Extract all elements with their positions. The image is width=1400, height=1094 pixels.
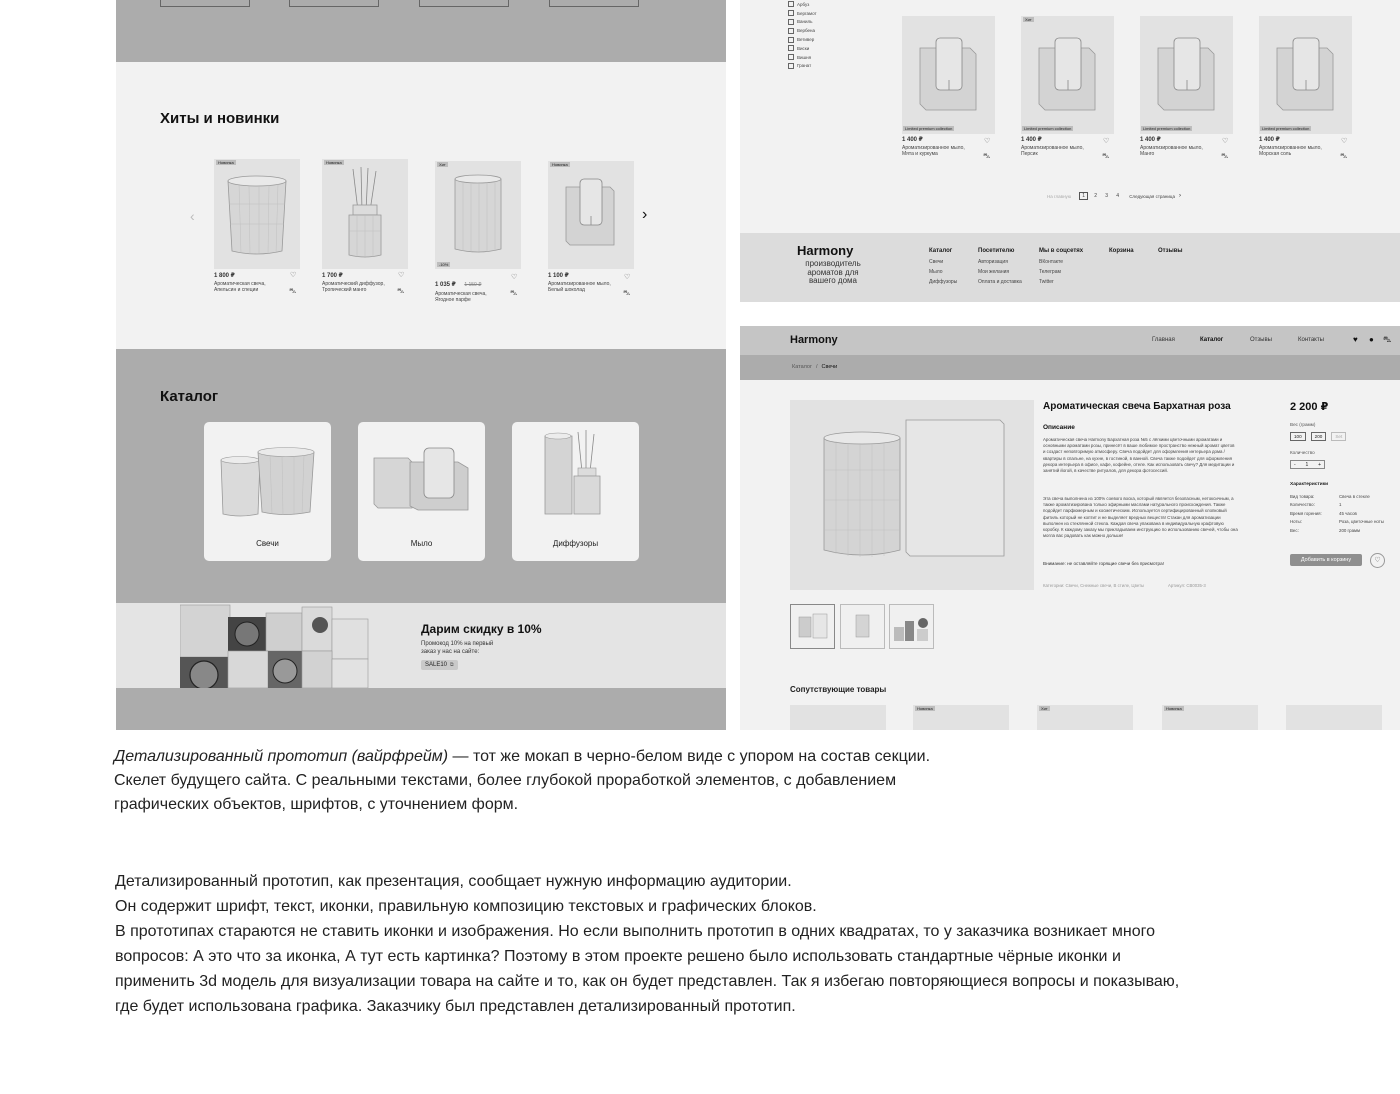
related-title: Сопутствующие товары: [790, 685, 887, 694]
pagination-page-active[interactable]: 1: [1079, 192, 1088, 200]
product-name-line: Ароматизированное мыло,: [548, 280, 611, 287]
heart-icon[interactable]: ♡: [398, 272, 405, 279]
catalog-card-soap[interactable]: [358, 422, 485, 561]
filter-checkbox[interactable]: Арбуз: [788, 0, 817, 9]
product-price: 2 200 ₽: [1290, 401, 1329, 413]
product-name-line: Ароматизированное мыло,: [1021, 144, 1084, 151]
product-name-line: Тропический манго: [322, 286, 367, 293]
product-price: 1 400 ₽: [902, 137, 923, 143]
breadcrumb: [740, 355, 1400, 380]
soap-box-3d-icon: [902, 16, 995, 134]
cart-icon[interactable]: ⛍: [623, 290, 631, 297]
diffusers-3d-icon: [512, 422, 639, 532]
filter-checkbox[interactable]: Ветивер: [788, 35, 817, 44]
paragraph-line: применить 3d модель для визуализации товара на сайте и то, как он будет представлен. Так я избегаю повторяющиеся вопросы и показываю,: [115, 973, 1180, 990]
heart-icon[interactable]: ♡: [290, 272, 297, 279]
caption-italic: Детализированный прототип (вайрфрейм): [114, 748, 449, 765]
footer-link[interactable]: Свечи: [929, 259, 944, 265]
catalog-product-card[interactable]: [1021, 16, 1114, 160]
catalog-product-card[interactable]: [1140, 16, 1233, 160]
catalog-card-label: Мыло: [410, 539, 433, 548]
related-product-card[interactable]: Новинка: [1162, 705, 1258, 730]
breadcrumb-separator: /: [816, 364, 818, 370]
footer-link[interactable]: Диффузоры: [929, 279, 958, 285]
heart-icon[interactable]: ♡: [624, 274, 631, 281]
product-name-line: Ароматический диффузор,: [322, 280, 385, 287]
paragraph-line: Он содержит шрифт, текст, иконки, правильную композицию текстовых и графических блоков.: [115, 898, 817, 915]
caption: [114, 745, 1114, 817]
product-name-line: Ароматизированное мыло,: [1259, 144, 1322, 151]
volume-option-disabled[interactable]: Set: [1331, 432, 1346, 441]
pagination-next[interactable]: Следующая страница: [1129, 193, 1176, 199]
add-to-cart-button[interactable]: Добавить в корзину: [1290, 554, 1362, 566]
paragraph-line: В прототипах стараются не ставить иконки и изображения. Но если выполнить прототип в одних квадратах, то у заказчика возникает много: [115, 923, 1155, 940]
copy-icon[interactable]: ⧉: [450, 662, 454, 668]
pagination-page[interactable]: 3: [1105, 193, 1109, 199]
product-thumbnail-active[interactable]: [790, 604, 835, 649]
description-paragraph: Эта свеча выполнена из 100% соевого воска, который является безопасным, нетоксичным, а также ароматизирована только эфирными маслами натурального происхождения. Также подойдет парфюмерным и косметическим. Используется сертифицированный хлопковый фитиль который не коптит и не выделяет вредных веществ! Стакан для ароматизации выполнен из стеклянной стекла. Каждая свеча упакована в индивидуальную крафтовую коробку. К каждому заказу мы прикладываем инструкцию по использованию свечей, чтобы она могла вас радовать как можно дольше!: [1043, 496, 1238, 539]
footer-link[interactable]: ВКонтакте: [1039, 259, 1064, 265]
promo-text-line: заказ у нас на сайте:: [421, 649, 480, 655]
footer-link[interactable]: Телеграм: [1039, 269, 1061, 275]
product-name-line: Ароматизированное мыло,: [902, 144, 965, 151]
filter-checkbox[interactable]: Гранат: [788, 62, 817, 71]
footer-col-title[interactable]: Посетителю: [978, 248, 1015, 254]
promo-code: SALE10: [425, 662, 448, 668]
caption-line: графических объектов, шрифтов, с уточнением форм.: [114, 796, 519, 813]
product-price: 1 100 ₽: [548, 273, 569, 279]
promo-title: Дарим скидку в 10%: [421, 622, 542, 636]
product-price: 1 035 ₽: [435, 282, 456, 288]
chevron-right-icon[interactable]: ›: [1179, 193, 1182, 199]
catalog-section: [116, 349, 726, 603]
quantity-value: 1: [1305, 461, 1309, 468]
hits-product-card[interactable]: [322, 159, 408, 293]
footer-col-title[interactable]: Отзывы: [1158, 248, 1183, 254]
product-image: [902, 16, 995, 134]
footer-col-title[interactable]: Мы в соцсетях: [1039, 248, 1084, 254]
pagination-page[interactable]: 4: [1116, 193, 1120, 199]
paragraph-line: где будет использована графика. Заказчику был представлен детализированный прототип.: [115, 998, 796, 1015]
soap-box-3d-icon: [548, 161, 634, 269]
caption-rest: — тот же мокап в черно-белом виде с упором на состав секции.: [448, 748, 931, 765]
volume-label: Вес (грамм): [1290, 422, 1316, 427]
heart-icon[interactable]: ♡: [1103, 138, 1110, 145]
product-name-line: Персик: [1021, 150, 1038, 157]
product-image: [214, 159, 300, 269]
candles-3d-icon: [204, 422, 331, 532]
product-name-line: Ароматизированное мыло,: [1140, 144, 1203, 151]
description-title: Описание: [1043, 424, 1075, 431]
hits-product-card[interactable]: [548, 161, 634, 297]
footer-link[interactable]: Мои желания: [978, 269, 1010, 275]
filter-checkbox[interactable]: Ваниль: [788, 18, 817, 27]
promo-code-chip[interactable]: [421, 660, 458, 670]
hits-product-card[interactable]: [214, 159, 300, 293]
related-product-card[interactable]: [1286, 705, 1382, 730]
product-main-image: [790, 400, 1034, 590]
footer-link[interactable]: Оплата и доставка: [978, 279, 1022, 285]
quantity-plus[interactable]: +: [1318, 461, 1321, 468]
footer-brand[interactable]: Harmony: [797, 243, 854, 258]
right-bottom-mockup: [740, 326, 1400, 730]
heart-icon[interactable]: ♡: [511, 274, 518, 281]
candle-and-box-3d-icon: [790, 400, 1034, 590]
footer-link[interactable]: Авторизация: [978, 259, 1008, 265]
right-top-mockup: [740, 0, 1400, 302]
product-name-line: Ароматическая свеча,: [435, 291, 487, 297]
catalog-product-card[interactable]: [1259, 16, 1352, 160]
filter-checkbox[interactable]: Бергамот: [788, 9, 817, 18]
bottom-band: [116, 688, 726, 730]
diffuser-3d-icon: [322, 159, 408, 269]
catalog-card-label: Диффузоры: [552, 539, 599, 548]
filter-list: [788, 0, 817, 70]
catalog-card-candles[interactable]: [204, 422, 331, 561]
product-name-line: Манго: [1140, 150, 1155, 157]
product-thumbnail[interactable]: [840, 604, 885, 649]
caption-line: Скелет будущего сайта. С реальными текстами, более глубокой проработкой элементов, с добавлением: [114, 772, 897, 789]
breadcrumb-root[interactable]: Каталог: [792, 364, 812, 370]
related-product-card[interactable]: Новинка: [913, 705, 1009, 730]
pagination-prev[interactable]: На главную: [1047, 193, 1072, 199]
hits-title: Хиты и новинки: [160, 110, 280, 127]
cart-icon[interactable]: ⛍: [1383, 335, 1392, 344]
breadcrumb-current: Свечи: [821, 364, 838, 370]
nav-home[interactable]: Главная: [1152, 337, 1175, 343]
footer: [740, 233, 1400, 302]
footer-link[interactable]: Twitter: [1039, 279, 1054, 285]
product-categories: Категории: Свечи, Снежные свечи, В стиле, Цветы: [1043, 583, 1145, 588]
soap-box-3d-icon: [1259, 16, 1352, 134]
quantity-stepper[interactable]: [1290, 460, 1325, 469]
product-badge: Новинка: [326, 160, 342, 165]
pagination: [1047, 192, 1181, 200]
nav-catalog[interactable]: Каталог: [1200, 337, 1224, 343]
promo-text-line: Промокод 10% на первый: [421, 641, 494, 647]
product-thumbnail[interactable]: [889, 604, 934, 649]
cart-icon[interactable]: ⛍: [1340, 153, 1348, 160]
footer-tagline: производитель ароматов для вашего дома: [805, 259, 861, 285]
paragraph-line: Детализированный прототип, как презентация, сообщает нужную информацию аудитории.: [115, 873, 792, 890]
cart-icon[interactable]: ⛍: [510, 290, 518, 297]
quantity-label: Количество: [1290, 450, 1315, 455]
pagination-page[interactable]: 2: [1094, 193, 1098, 199]
collection-label: Limited premium collection: [1024, 126, 1072, 131]
catalog-title: Каталог: [160, 388, 219, 405]
cart-icon[interactable]: ⛍: [1221, 153, 1229, 160]
collection-label: Limited premium collection: [905, 126, 953, 131]
volume-option[interactable]: 100: [1290, 432, 1306, 441]
product-name-line: Белый шоколад: [548, 286, 585, 293]
product-sku: Артикул: СВ0035-3: [1168, 583, 1206, 588]
left-mockup: [116, 0, 726, 730]
characteristics-title: Характеристики: [1290, 482, 1329, 487]
catalog-card-diffusers[interactable]: [512, 422, 639, 561]
heart-icon[interactable]: ♥: [1353, 335, 1358, 344]
footer-col-title[interactable]: Каталог: [929, 248, 953, 254]
catalog-card-label: Свечи: [256, 539, 279, 548]
discount-badge: -10%: [439, 262, 449, 267]
header-brand[interactable]: Harmony: [790, 334, 838, 346]
hits-product-card[interactable]: [435, 161, 521, 304]
description-paragraph-block: [115, 869, 1315, 1019]
description-warning: Внимание: не оставляйте горящие свечи без присмотра!: [1043, 561, 1164, 566]
quantity-minus[interactable]: -: [1294, 461, 1296, 468]
band-button-3[interactable]: [419, 0, 509, 7]
promo-products-3d-icon: [180, 603, 370, 688]
top-band: [116, 0, 726, 62]
characteristics-table: Вид товара: Свеча в стекле Количество: 1 Время горения: 45 часов Ноты: Роза, цветочные ноты Вес: 200 грамм: [1290, 494, 1384, 533]
product-name-line: Мята и куркума: [902, 150, 938, 157]
product-name-line: Ягодное парфе: [435, 297, 471, 304]
product-image: [322, 159, 408, 269]
product-image: [1140, 16, 1233, 134]
soap-3d-icon: [358, 422, 485, 532]
catalog-product-card[interactable]: [902, 16, 995, 160]
filter-checkbox[interactable]: Вишня: [788, 53, 817, 62]
footer-col-social: [1039, 248, 1083, 287]
product-price: 1 400 ₽: [1140, 137, 1161, 143]
product-badge: Хит: [439, 162, 446, 167]
footer-col-title[interactable]: Корзина: [1109, 248, 1134, 254]
product-badge: Хит: [1025, 17, 1032, 22]
cart-icon[interactable]: ⛍: [289, 288, 297, 295]
filter-checkbox[interactable]: Вербена: [788, 26, 817, 35]
nav-reviews[interactable]: Отзывы: [1250, 337, 1272, 343]
cart-icon[interactable]: ⛍: [1102, 153, 1110, 160]
product-name-line: Морская соль: [1259, 150, 1292, 157]
filter-checkbox[interactable]: Виски: [788, 44, 817, 53]
soap-box-3d-icon: [1140, 16, 1233, 134]
product-old-price: 1 150 ₽: [464, 282, 482, 288]
nav-contacts[interactable]: Контакты: [1298, 337, 1324, 343]
candle-3d-icon: [214, 159, 300, 269]
band-button-4[interactable]: [549, 0, 639, 7]
heart-icon[interactable]: ♡: [984, 138, 991, 145]
footer-col-visitor: [978, 248, 1022, 287]
product-price: 1 400 ₽: [1021, 137, 1042, 143]
related-product-card[interactable]: [790, 705, 886, 730]
carousel-prev-icon[interactable]: ‹: [190, 208, 195, 224]
band-button-1[interactable]: [160, 0, 250, 7]
product-price: 1 800 ₽: [214, 273, 235, 279]
volume-option[interactable]: 200: [1311, 432, 1327, 441]
candle-3d-icon: [435, 161, 521, 269]
footer-col-catalog: [929, 248, 957, 287]
product-badge: Новинка: [552, 162, 568, 167]
collection-label: Limited premium collection: [1262, 126, 1310, 131]
paragraph-line: вопросов: А это что за иконка, А тут есть картинка? Поэтому в этом проекте решено было использовать стандартные чёрные иконки и: [115, 948, 1121, 965]
collection-label: Limited premium collection: [1143, 126, 1191, 131]
product-image: [1021, 16, 1114, 134]
product-name-line: Апельсин и специи: [214, 286, 259, 293]
heart-icon[interactable]: ♡: [1341, 138, 1348, 145]
product-image: [435, 161, 521, 269]
header: [740, 326, 1400, 355]
band-button-2[interactable]: [289, 0, 379, 7]
footer-link[interactable]: Мыло: [929, 269, 943, 275]
related-product-card[interactable]: Хит: [1037, 705, 1133, 730]
heart-icon[interactable]: ♡: [1222, 138, 1229, 145]
product-price: 1 700 ₽: [322, 273, 343, 279]
description-paragraph: Ароматическая свеча Harmony Бархатная роза №5 с лёгкими цветочными ароматами и основными ароматами розы, принесёт в ваше любимое пространство нежный аромат цветов и создаст неповторимую атмосферу. Свеча подойдет для оформления интерьера дома / квартиры в спальне, на кухне, в гостиной, в ванной. Свеча также подойдет для оформления декора интерьера в офисе, кафе, кофейне, отеле. Как использовать свечу? Для медитации и занятий йогой, в качестве ритуалов, для декора фотосессий.: [1043, 437, 1235, 474]
product-name-line: Ароматическая свеча,: [214, 280, 266, 287]
promo-section: [116, 603, 726, 688]
product-image: [1259, 16, 1352, 134]
product-badge: Новинка: [218, 160, 234, 165]
cart-icon[interactable]: ⛍: [397, 288, 405, 295]
product-title: Ароматическая свеча Бархатная роза: [1043, 401, 1231, 412]
cart-icon[interactable]: ⛍: [983, 153, 991, 160]
carousel-next-icon[interactable]: ›: [642, 206, 648, 223]
soap-box-3d-icon: [1021, 16, 1114, 134]
wishlist-heart-icon[interactable]: ♡: [1370, 553, 1385, 568]
user-icon[interactable]: ●: [1369, 335, 1374, 344]
volume-options: [1290, 432, 1346, 441]
product-price: 1 400 ₽: [1259, 137, 1280, 143]
product-image: [548, 161, 634, 269]
